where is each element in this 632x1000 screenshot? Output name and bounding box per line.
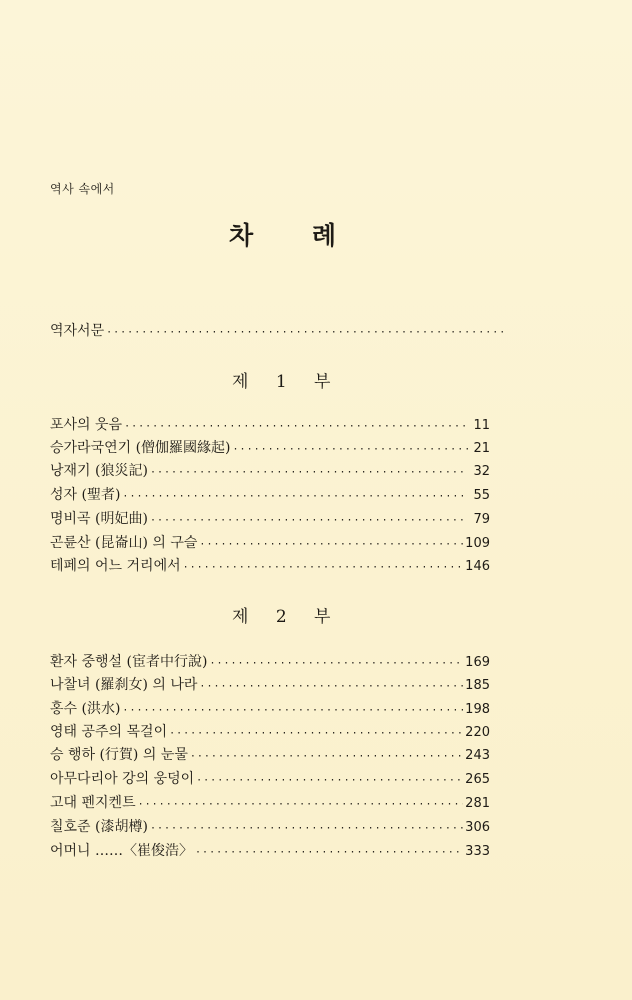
toc-page-number: 55 — [473, 488, 490, 503]
dot-leader — [138, 799, 464, 810]
dot-leader — [169, 728, 463, 739]
toc-entry-label: 환자 중행설 (宦者中行說) — [50, 654, 208, 670]
toc-entry-label: 테페의 어느 거리에서 — [50, 558, 181, 574]
toc-entry-label: 낭재기 (狼災記) — [50, 463, 148, 479]
dot-leader — [150, 823, 463, 834]
toc-entry[interactable] — [50, 555, 490, 577]
toc-page-number: 243 — [465, 748, 490, 763]
toc-page-number: 333 — [465, 844, 490, 859]
toc-entry[interactable] — [50, 840, 490, 862]
toc-entry[interactable] — [50, 698, 490, 720]
dot-leader — [150, 467, 468, 478]
toc-entry-label: 아무다리아 강의 웅덩이 — [50, 771, 195, 787]
toc-entry[interactable] — [50, 437, 490, 459]
toc-entry[interactable] — [50, 508, 490, 530]
toc-page-number: 220 — [465, 725, 490, 740]
toc-entry[interactable] — [50, 651, 490, 673]
toc-entry[interactable] — [50, 721, 490, 743]
toc-entry[interactable] — [50, 792, 490, 814]
toc-entry-label: 승 행하 (行賀) 의 눈물 — [50, 747, 188, 763]
toc-entry-label: 포사의 웃음 — [50, 417, 123, 433]
toc-page-number: 79 — [473, 512, 490, 527]
toc-page-number: 169 — [465, 655, 490, 670]
toc-entry[interactable] — [50, 744, 490, 766]
dot-leader — [183, 562, 464, 573]
toc-page-number: 146 — [465, 559, 490, 574]
dot-leader — [124, 421, 468, 432]
part-1-title: 제 1 부 — [232, 372, 331, 392]
toc-entry-label: 곤륜산 (昆崙山) 의 구슬 — [50, 535, 198, 551]
dot-leader — [209, 658, 463, 669]
dot-leader — [150, 515, 468, 526]
toc-entry-label: 칠호준 (漆胡樽) — [50, 819, 148, 835]
toc-page-number: 11 — [473, 418, 490, 433]
part-2-title: 제 2 부 — [232, 607, 331, 627]
toc-page-number: 21 — [473, 441, 490, 456]
toc-page-number: 306 — [465, 820, 490, 835]
dot-leader — [196, 775, 463, 786]
toc-entry-label: 역자서문 — [50, 323, 105, 339]
dot-leader — [106, 327, 506, 338]
toc-page-number: 281 — [465, 796, 490, 811]
toc-page-number: 198 — [465, 702, 490, 717]
toc-page-number: 265 — [465, 772, 490, 787]
toc-entry-label: 명비곡 (明妃曲) — [50, 511, 148, 527]
toc-entry-label: 고대 펜지켄트 — [50, 795, 136, 811]
toc-entry-label: 나찰녀 (羅刹女) 의 나라 — [50, 677, 198, 693]
toc-title: 차 례 — [229, 221, 338, 250]
running-head: 역사 속에서 — [50, 182, 115, 196]
toc-page-number: 32 — [473, 464, 490, 479]
toc-entry-preface[interactable] — [50, 320, 508, 342]
toc-page-number: 109 — [465, 536, 490, 551]
toc-entry-label: 어머니 ……〈崔俊浩〉 — [50, 843, 194, 859]
toc-entry-label: 성자 (聖者) — [50, 487, 121, 503]
toc-entry[interactable] — [50, 674, 490, 696]
dot-leader — [190, 751, 463, 762]
dot-leader — [195, 847, 463, 858]
dot-leader — [199, 539, 463, 550]
toc-entry-label: 홍수 (洪水) — [50, 701, 121, 717]
toc-entry-label: 영태 공주의 목걸이 — [50, 724, 168, 740]
toc-entry[interactable] — [50, 460, 490, 482]
dot-leader — [199, 681, 463, 692]
toc-entry[interactable] — [50, 532, 490, 554]
dot-leader — [233, 444, 468, 455]
toc-entry[interactable] — [50, 816, 490, 838]
toc-entry[interactable] — [50, 768, 490, 790]
toc-entry-label: 승가라국연기 (僧伽羅國緣起) — [50, 440, 231, 456]
toc-entry[interactable] — [50, 484, 490, 506]
dot-leader — [122, 491, 468, 502]
dot-leader — [122, 705, 463, 716]
toc-entry[interactable] — [50, 414, 490, 436]
toc-page-number: 185 — [465, 678, 490, 693]
